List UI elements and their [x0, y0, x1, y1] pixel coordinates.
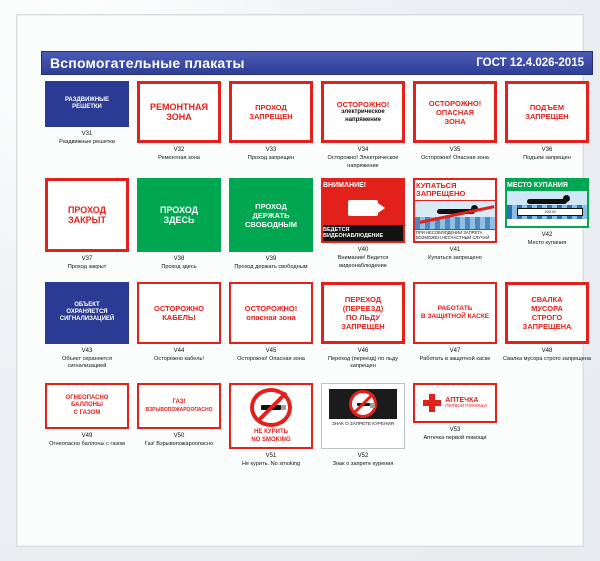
sign-caption: V42 Место купания [527, 232, 567, 247]
sign-row [41, 282, 593, 371]
sign-caption: V51 Не курить. No smoking [241, 453, 301, 468]
sign-item-v40 [317, 178, 409, 270]
sign-plate: ГАЗ! ВЗРЫВОПОЖАРООПАСНО [137, 383, 221, 429]
sign-plate: ПОДЪЕМ ЗАПРЕЩЕН [505, 81, 589, 143]
sign-plate: ОСТОРОЖНО! ОПАСНАЯ ЗОНА [413, 81, 497, 143]
sign-plate: РАЗДВИЖНЫЕ РЕШЕТКИ [45, 81, 129, 127]
sign-caption: V31 Раздвижные решетки [59, 131, 115, 146]
sign-caption: V47 Работать в защитной каске [419, 347, 491, 362]
sign-plate: ОГНЕОПАСНО БАЛЛОНЫ С ГАЗОМ [45, 383, 129, 429]
sign-plate: ВНИМАНИЕ! ВЕДЕТСЯ ВИДЕОНАБЛЮДЕНИЕ [321, 178, 405, 243]
sign-plate: ПЕРЕХОД (ПЕРЕЕЗД) ПО ЛЬДУ ЗАПРЕЩЕН [321, 282, 405, 344]
sign-item-v41 [409, 178, 501, 263]
sign-item-v35 [409, 81, 501, 163]
sign-plate: НЕ КУРИТЬ NO SMOKING [229, 383, 313, 449]
sign-plate: РАБОТАТЬ В ЗАЩИТНОЙ КАСКЕ [413, 282, 497, 344]
sign-plate: МЕСТО КУПАНИЯ 200 М [505, 178, 589, 228]
swimmer-icon: 200 М [507, 191, 587, 219]
sign-plate: КУПАТЬСЯ ЗАПРЕЩЕНО ПРИ НЕСОБЛЮДЕНИИ ЗАПРЕТА ВОЗМОЖЕН НЕСЧАСТНЫЙ СЛУЧАЙ [413, 178, 497, 243]
sign-plate: ПРОХОД ЗАКРЫТ [45, 178, 129, 252]
sign-caption: V44 Осторожно кабель! [154, 347, 204, 362]
sign-item-v49 [41, 383, 133, 449]
sign-item-v39 [225, 178, 317, 272]
sign-row [41, 178, 593, 272]
sign-caption: V36 Подъем запрещен [523, 147, 571, 162]
sign-item-v46 [317, 282, 409, 371]
sign-plate: ОСТОРОЖНО! опасная зона [229, 282, 313, 344]
sign-plate: ПРОХОД ДЕРЖАТЬ СВОБОДНЫМ [229, 178, 313, 252]
sign-item-v37 [41, 178, 133, 272]
sign-caption: V39 Проход держать свободным [234, 256, 308, 271]
page-title: Вспомогательные плакаты [50, 55, 245, 71]
sign-caption: V33 Проход запрещен [247, 147, 295, 162]
sign-item-v48 [501, 282, 593, 364]
sign-plate: АПТЕЧКА ПЕРВОЙ ПОМОЩИ [413, 383, 497, 423]
sign-caption: V50 Газ! Взрывопожароопасно [144, 433, 214, 448]
sign-item-v45 [225, 282, 317, 364]
poster-sheet [16, 14, 591, 547]
sign-item-v36 [501, 81, 593, 163]
sign-caption: V35 Осторожно! Опасная зона [421, 147, 489, 162]
sign-item-v31 [41, 81, 133, 147]
sign-item-v53 [409, 383, 501, 443]
sign-item-v34 [317, 81, 409, 170]
sign-item-v51 [225, 383, 317, 469]
sign-plate: ОСТОРОЖНО КАБЕЛЬ! [137, 282, 221, 344]
standard-label: ГОСТ 12.4.026-2015 [476, 57, 584, 69]
sign-caption: V41 Купаться запрещено [428, 247, 482, 262]
sign-item-v32 [133, 81, 225, 163]
sign-item-v47 [409, 282, 501, 364]
no-smoking-icon [329, 389, 397, 419]
no-smoking-icon [250, 388, 292, 427]
sign-item-v50 [133, 383, 225, 449]
sign-plate: ПРОХОД ЗАПРЕЩЕН [229, 81, 313, 143]
sign-caption: V45 Осторожно! Опасная зона [237, 347, 305, 362]
sign-item-v38 [133, 178, 225, 272]
sign-item-v33 [225, 81, 317, 163]
sign-caption: V40 Внимание! Ведется видеонаблюдение [337, 247, 389, 269]
sign-row [41, 383, 593, 469]
sign-caption: V43 Объект охраняется сигнализацией [61, 347, 113, 370]
sign-caption: V38 Проход здесь [161, 256, 197, 271]
sign-caption: V49 Огнеопасно баллоны с газом [49, 433, 125, 448]
sign-plate: ОСТОРОЖНО! электрическое напряжение [321, 81, 405, 143]
sign-caption: V37 Проход закрыт [67, 256, 107, 271]
sign-plate: ПРОХОД ЗДЕСЬ [137, 178, 221, 252]
sign-caption: V53 Аптечка первой помощи [423, 427, 487, 442]
sign-item-v42 [501, 178, 593, 248]
sign-row [41, 81, 593, 170]
sign-plate: ЗНАК О ЗАПРЕТЕ КУРЕНИЯ [321, 383, 405, 449]
sign-item-v44 [133, 282, 225, 364]
sign-grid [41, 81, 593, 475]
sign-item-v43 [41, 282, 133, 371]
sign-caption: V52 Знак о запрете курения [332, 453, 394, 468]
sign-caption: V46 Переход (переезд) по льду запрещен [327, 347, 399, 370]
sign-caption: V34 Осторожно! Электрическое напряжение [327, 147, 399, 169]
sign-item-v52 [317, 383, 409, 469]
first-aid-cross-icon [423, 394, 441, 412]
sign-caption: V32 Ремонтная зона [158, 147, 200, 162]
poster-header [41, 51, 593, 75]
camera-icon [323, 191, 403, 225]
sign-plate: ОБЪЕКТ ОХРАНЯЕТСЯ СИГНАЛИЗАЦИЕЙ [45, 282, 129, 344]
sign-caption: V48 Свалка мусора строго запрещена [503, 347, 591, 362]
sign-plate: РЕМОНТНАЯ ЗОНА [137, 81, 221, 143]
sign-plate: СВАЛКА МУСОРА СТРОГО ЗАПРЕЩЕНА [505, 282, 589, 344]
swimmer-prohibited-icon [415, 200, 495, 230]
